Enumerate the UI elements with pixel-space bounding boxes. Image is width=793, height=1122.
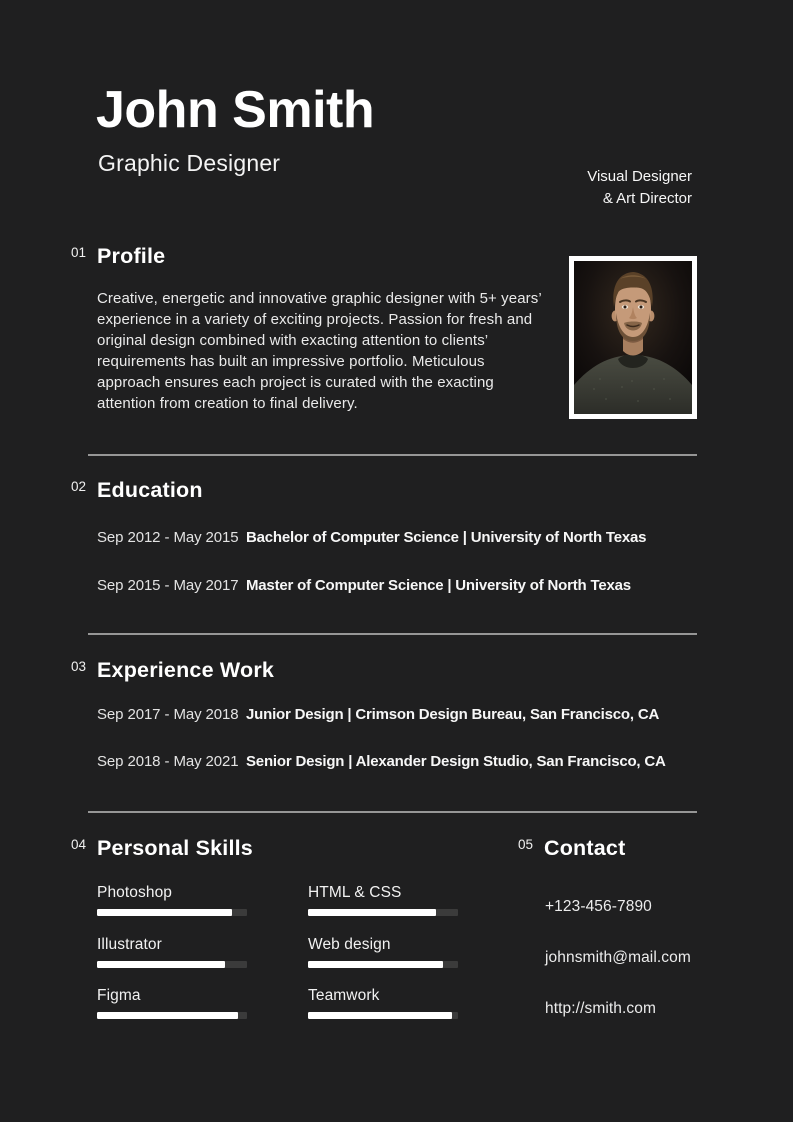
experience-detail: Junior Design | Crimson Design Bureau, San Francisco, CA (246, 706, 660, 723)
skill-label: Photoshop (97, 884, 173, 901)
section-heading-experience (71, 658, 274, 683)
section-title: Experience Work (97, 658, 275, 682)
divider (88, 454, 697, 456)
skill-bar-track (97, 909, 247, 916)
skill-item (97, 884, 247, 916)
education-detail: Master of Computer Science | University of North Texas (246, 577, 631, 594)
section-heading-contact (518, 836, 625, 861)
skill-label: HTML & CSS (308, 884, 402, 901)
tagline-line-2: & Art Director (602, 189, 692, 207)
section-title: Profile (97, 244, 166, 268)
contact-email: johnsmith@mail.com (545, 949, 691, 966)
section-title: Education (97, 478, 203, 502)
skill-bar-fill (308, 961, 443, 968)
education-dates: Sep 2015 - May 2017 (97, 577, 239, 594)
skill-bar-track (308, 961, 458, 968)
role-subtitle: Graphic Designer (98, 150, 281, 176)
section-number: 04 (71, 837, 87, 852)
skill-label: Web design (308, 936, 391, 953)
contact-website: http://smith.com (545, 1000, 656, 1017)
skill-bar-fill (97, 1012, 238, 1019)
section-number: 05 (518, 837, 534, 852)
skill-item (308, 987, 458, 1019)
experience-row (97, 706, 659, 723)
section-heading-profile (71, 244, 165, 269)
section-heading-education (71, 478, 203, 503)
section-title: Contact (544, 836, 626, 860)
skill-label: Illustrator (97, 936, 162, 953)
contact-phone: +123-456-7890 (545, 898, 652, 915)
divider (88, 633, 697, 635)
section-number: 02 (71, 479, 87, 494)
section-number: 01 (71, 245, 87, 260)
skill-bar-track (308, 1012, 458, 1019)
education-row (97, 577, 631, 594)
tagline (587, 166, 692, 209)
skill-label: Teamwork (308, 987, 380, 1004)
skill-bar-fill (308, 909, 436, 916)
skill-item (308, 884, 458, 916)
skill-bar-fill (97, 909, 232, 916)
divider (88, 811, 697, 813)
portrait-photo (569, 256, 697, 419)
experience-detail: Senior Design | Alexander Design Studio, San Francisco, CA (246, 753, 666, 770)
skill-bar-fill (308, 1012, 452, 1019)
experience-dates: Sep 2018 - May 2021 (97, 753, 239, 770)
education-dates: Sep 2012 - May 2015 (97, 529, 239, 546)
education-detail: Bachelor of Computer Science | University of North Texas (246, 529, 647, 546)
page-title: John Smith (96, 81, 375, 139)
education-row (97, 529, 646, 546)
skill-bar-track (97, 1012, 247, 1019)
experience-row (97, 753, 666, 770)
section-number: 03 (71, 659, 87, 674)
skill-item (308, 936, 458, 968)
skill-item (97, 987, 247, 1019)
section-title: Personal Skills (97, 836, 253, 860)
section-heading-skills (71, 836, 253, 861)
skill-label: Figma (97, 987, 141, 1004)
skill-bar-fill (97, 961, 225, 968)
tagline-line-1: Visual Designer (587, 168, 692, 185)
skill-item (97, 936, 247, 968)
skill-bar-track (97, 961, 247, 968)
experience-dates: Sep 2017 - May 2018 (97, 706, 239, 723)
skill-bar-track (308, 909, 458, 916)
portrait-photo-illustration (574, 261, 692, 414)
profile-text: Creative, energetic and innovative graphic designer with 5+ years’ experience in a variety of exciting projects. Passion for fresh and original design combined with exacting attention to clients’ requirements has built an impressive portfolio. Meticulous approach ensures each project is curated with the exacting attention from creation to final delivery. (97, 290, 542, 412)
